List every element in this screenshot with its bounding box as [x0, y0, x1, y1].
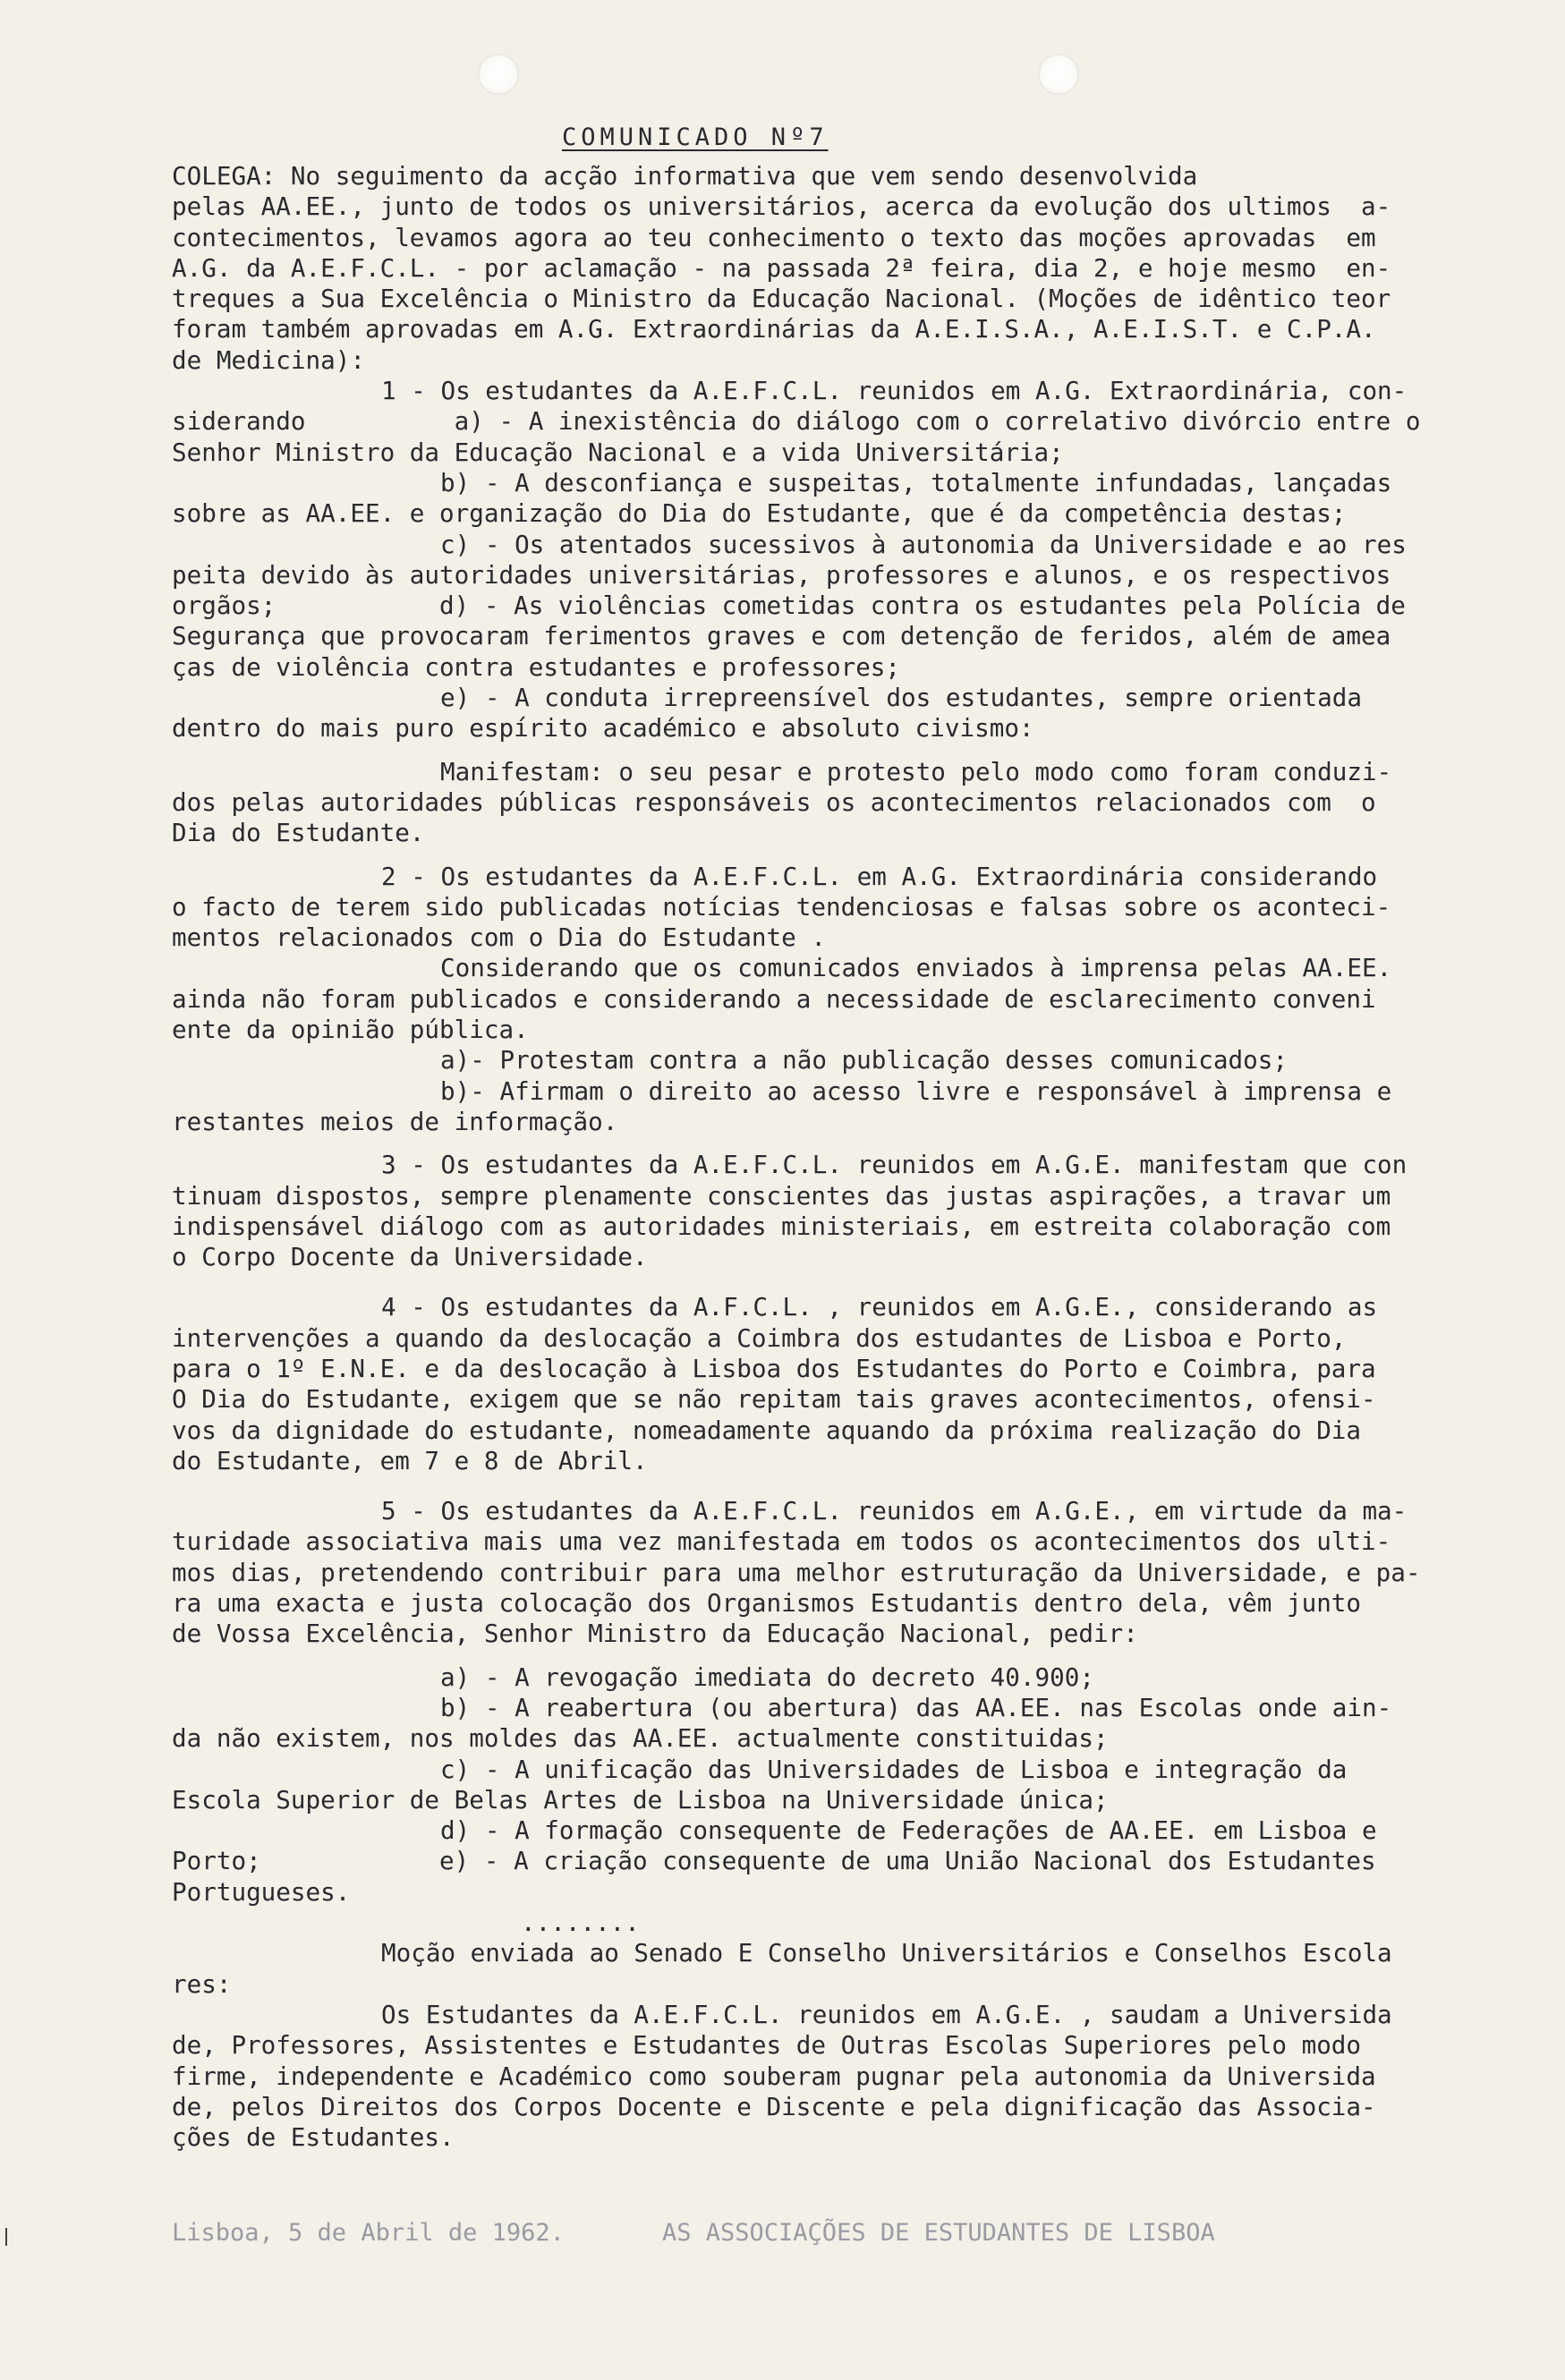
text-line: [0, 1415, 1565, 1446]
text-line-content: Porto; e) - A criação consequente de uma União Nacional dos Estudantes: [172, 1846, 1376, 1876]
text-line: [0, 1354, 1565, 1384]
text-line: [0, 787, 1565, 818]
text-line-content: 3 - Os estudantes da A.E.F.C.L. reunidos em A.G.E. manifestam que con: [381, 1150, 1408, 1180]
text-line: [0, 1181, 1565, 1211]
text-line: [0, 376, 1565, 406]
text-line-content: mentos relacionados com o Dia do Estudante .: [172, 922, 826, 953]
text-line: [0, 1755, 1565, 1785]
text-line-content: orgãos; d) - As violências cometidas contra os estudantes pela Polícia de: [172, 591, 1406, 621]
text-line: [0, 253, 1565, 284]
text-line: [0, 862, 1565, 892]
text-line: [0, 1619, 1565, 1649]
text-line: [0, 1496, 1565, 1526]
text-line-content: de Medicina):: [172, 344, 365, 375]
text-line: [0, 1785, 1565, 1815]
text-line-content: c) - Os atentados sucessivos à autonomia da Universidade e ao res: [440, 529, 1407, 559]
text-line: [0, 498, 1565, 529]
text-line: [0, 1908, 1565, 1938]
text-line-content: do Estudante, em 7 e 8 de Abril.: [172, 1445, 648, 1475]
text-line: [0, 1292, 1565, 1322]
text-line-content: b)- Afirmam o direito ao acesso livre e responsável à imprensa e: [440, 1075, 1392, 1106]
text-line: [0, 1938, 1565, 1968]
text-line: [0, 922, 1565, 953]
text-line-content: sobre as AA.EE. e organização do Dia do Estudante, que é da competência destas;: [172, 498, 1347, 529]
text-line-content: treques a Sua Excelência o Ministro da Educação Nacional. (Moções de idêntico teor: [172, 284, 1391, 314]
text-line: [0, 713, 1565, 744]
text-line-content: Segurança que provocaram ferimentos graves e com detenção de feridos, além de amea: [172, 621, 1391, 651]
text-line-content: Considerando que os comunicados enviados à imprensa pelas AA.EE.: [440, 953, 1392, 983]
text-line-content: foram também aprovadas em A.G. Extraordinárias da A.E.I.S.A., A.E.I.S.T. e C.P.A.: [172, 314, 1376, 344]
text-line: [0, 1211, 1565, 1242]
text-line: [0, 1877, 1565, 1908]
text-line: [0, 621, 1565, 651]
text-line: [0, 1242, 1565, 1272]
text-line-content: mos dias, pretendendo contribuir para uma melhor estruturação da Universidade, e pa-: [172, 1557, 1421, 1587]
text-line: [0, 591, 1565, 621]
text-line: [0, 2000, 1565, 2030]
text-line: [0, 1107, 1565, 1137]
text-line: [0, 892, 1565, 922]
text-line-content: o facto de terem sido publicadas notícias tendenciosas e falsas sobre os aconteci-: [172, 891, 1391, 922]
text-line: [0, 284, 1565, 314]
text-line-content: de, Professores, Assistentes e Estudantes de Outras Escolas Superiores pelo modo: [172, 2030, 1362, 2061]
text-line: [0, 1526, 1565, 1557]
document-body: [0, 161, 1565, 2153]
text-line-content: dos pelas autoridades públicas responsáveis os acontecimentos relacionados com o: [172, 786, 1376, 817]
text-line: [0, 2122, 1565, 2153]
text-line: [0, 1815, 1565, 1846]
text-line-content: firme, independente e Académico como souberam pugnar pela autonomia da Universida: [172, 2061, 1376, 2091]
punch-hole: [1038, 54, 1079, 95]
text-line-content: dentro do mais puro espírito académico e absoluto civismo:: [172, 713, 1034, 744]
text-line: [0, 468, 1565, 498]
text-line: [0, 406, 1565, 437]
text-line: [0, 1076, 1565, 1107]
text-line-content: 1 - Os estudantes da A.E.F.C.L. reunidos em A.G. Extraordinária, con-: [381, 376, 1408, 406]
text-line-content: c) - A unificação das Universidades de Lisboa e integração da: [440, 1754, 1348, 1784]
text-line-content: contecimentos, levamos agora ao teu conhecimento o texto das moções aprovadas em: [172, 222, 1376, 252]
document-title: COMUNICADO Nº7: [562, 123, 829, 151]
text-line: [0, 1015, 1565, 1045]
text-line-content: Os Estudantes da A.E.F.C.L. reunidos em A.G.E. , saudam a Universida: [381, 1999, 1392, 2029]
text-line: [0, 818, 1565, 848]
text-line: [0, 560, 1565, 591]
text-line: [0, 1723, 1565, 1754]
edge-mark: [5, 2228, 7, 2246]
text-line: [0, 984, 1565, 1015]
text-line-content: peita devido às autoridades universitárias, professores e alunos, e os respectivos: [172, 559, 1391, 590]
text-line: [0, 1662, 1565, 1693]
text-line-content: ções de Estudantes.: [172, 2122, 455, 2153]
text-line-content: Dia do Estudante.: [172, 818, 425, 848]
text-line-content: Moção enviada ao Senado E Conselho Universitários e Conselhos Escola: [381, 1938, 1392, 1968]
text-line: [0, 1045, 1565, 1075]
text-line-content: a)- Protestam contra a não publicação desses comunicados;: [440, 1045, 1288, 1075]
text-line: [0, 652, 1565, 683]
text-line-content: ........: [521, 1908, 640, 1938]
text-line-content: 2 - Os estudantes da A.E.F.C.L. em A.G. Extraordinária considerando: [381, 861, 1378, 891]
text-line: [0, 530, 1565, 560]
text-line-content: Escola Superior de Belas Artes de Lisboa na Universidade única;: [172, 1784, 1109, 1815]
text-line-content: 4 - Os estudantes da A.F.C.L. , reunidos em A.G.E., considerando as: [381, 1292, 1378, 1322]
text-line-content: res:: [172, 1968, 232, 1999]
text-line: [0, 1588, 1565, 1619]
text-line: [0, 345, 1565, 376]
text-line: [0, 161, 1565, 191]
text-line-content: para o 1º E.N.E. e da deslocação à Lisboa dos Estudantes do Porto e Coimbra, para: [172, 1353, 1376, 1383]
text-line: [0, 1558, 1565, 1588]
text-line-content: restantes meios de informação.: [172, 1106, 618, 1136]
text-line: [0, 1323, 1565, 1354]
text-line: [0, 683, 1565, 713]
text-line: [0, 314, 1565, 344]
text-line-content: d) - A formação consequente de Federações de AA.EE. em Lisboa e: [440, 1815, 1377, 1846]
text-line-content: ente da opinião pública.: [172, 1015, 529, 1045]
text-line-content: siderando a) - A inexistência do diálogo com o correlativo divórcio entre o: [172, 406, 1421, 437]
text-line: [0, 1969, 1565, 2000]
text-line: [0, 2030, 1565, 2061]
text-line-content: tinuam dispostos, sempre plenamente conscientes das justas aspirações, a travar um: [172, 1180, 1391, 1211]
text-line: [0, 2092, 1565, 2122]
place-date: Lisboa, 5 de Abril de 1962.: [172, 2219, 565, 2247]
text-line-content: pelas AA.EE., junto de todos os universitários, acerca da evolução dos ultimos a-: [172, 191, 1391, 222]
text-line-content: A.G. da A.E.F.C.L. - por aclamação - na passada 2ª feira, dia 2, e hoje mesmo en-: [172, 252, 1391, 283]
text-line-content: intervenções a quando da deslocação a Coimbra dos estudantes de Lisboa e Porto,: [172, 1322, 1347, 1353]
text-line-content: ças de violência contra estudantes e professores;: [172, 651, 901, 682]
text-line: [0, 223, 1565, 253]
text-line: [0, 438, 1565, 468]
text-line: [0, 1846, 1565, 1876]
text-line-content: Portugueses.: [172, 1876, 351, 1907]
text-line-content: indispensável diálogo com as autoridades ministeriais, em estreita colaboração com: [172, 1211, 1391, 1241]
text-line: [0, 1446, 1565, 1476]
text-line-content: Manifestam: o seu pesar e protesto pelo modo como foram conduzi-: [440, 756, 1392, 786]
text-line: [0, 953, 1565, 983]
text-line-content: O Dia do Estudante, exigem que se não repitam tais graves acontecimentos, ofensi-: [172, 1384, 1376, 1415]
text-line: [0, 1693, 1565, 1723]
text-line: [0, 1384, 1565, 1415]
signature: AS ASSOCIAÇÕES DE ESTUDANTES DE LISBOA: [662, 2219, 1215, 2247]
text-line-content: vos da dignidade do estudante, nomeadamente aquando da próxima realização do Dia: [172, 1415, 1362, 1445]
text-line-content: a) - A revogação imediata do decreto 40.900;: [440, 1662, 1094, 1692]
text-line-content: e) - A conduta irrepreensível dos estudantes, sempre orientada: [440, 683, 1362, 713]
text-line-content: 5 - Os estudantes da A.E.F.C.L. reunidos em A.G.E., em virtude da ma-: [381, 1496, 1408, 1526]
text-line-content: ra uma exacta e justa colocação dos Organismos Estudantis dentro dela, vêm junto: [172, 1588, 1362, 1619]
text-line-content: o Corpo Docente da Universidade.: [172, 1242, 648, 1272]
text-line: [0, 2061, 1565, 2092]
text-line-content: da não existem, nos moldes das AA.EE. actualmente constituidas;: [172, 1723, 1109, 1754]
text-line-content: ainda não foram publicados e considerando a necessidade de esclarecimento conveni: [172, 983, 1376, 1014]
text-line-content: turidade associativa mais uma vez manifestada em todos os acontecimentos dos ulti-: [172, 1526, 1391, 1557]
text-line-content: b) - A desconfiança e suspeitas, totalmente infundadas, lançadas: [440, 467, 1392, 497]
punch-hole: [478, 54, 519, 95]
text-line-content: Senhor Ministro da Educação Nacional e a vida Universitária;: [172, 437, 1064, 467]
text-line-content: de, pelos Direitos dos Corpos Docente e Discente e pela dignificação das Associa-: [172, 2091, 1376, 2121]
text-line: [0, 191, 1565, 222]
text-line-content: COLEGA: No seguimento da acção informativa que vem sendo desenvolvida: [172, 161, 1198, 191]
text-line-content: b) - A reabertura (ou abertura) das AA.EE. nas Escolas onde ain-: [440, 1692, 1392, 1722]
text-line: [0, 757, 1565, 787]
text-line-content: de Vossa Excelência, Senhor Ministro da Educação Nacional, pedir:: [172, 1619, 1138, 1649]
text-line: [0, 1150, 1565, 1180]
